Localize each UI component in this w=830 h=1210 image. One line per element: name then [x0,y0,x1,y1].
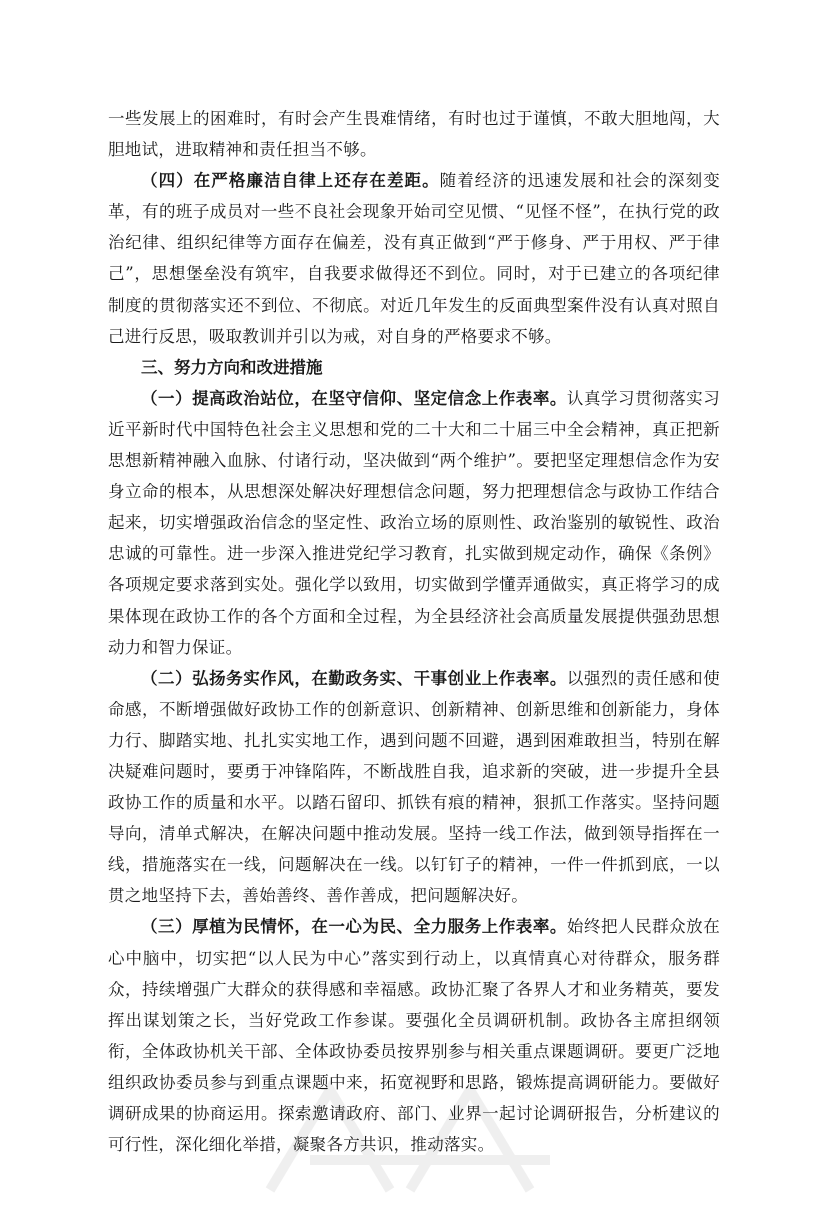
section-heading-3: 三、努力方向和改进措施 [141,357,323,377]
paragraph-text: 以强烈的责任感和使命感，不断增强做好政协工作的创新意识、创新精神、创新思维和创新能力，身体力行、脚踏实地、扎扎实实地工作，遇到问题不回避，遇到困难敢担当，特别在解决疑难问题时，要勇于冲锋陷阵，不断战胜自我，追求新的突破，进一步提升全县政协工作的质量和水平。以踏石留印、抓铁有痕的精神，狠抓工作落实。坚持问题导向，清单式解决，在解决问题中推动发展。坚持一线工作法，做到领导指挥在一线，措施落实在一线，问题解决在一线。以钉钉子的精神，一件一件抓到底，一以贯之地坚持下去，善始善终、善作善成，把问题解决好。 [108,668,721,906]
paragraph-text: 认真学习贯彻落实习近平新时代中国特色社会主义思想和党的二十大和二十届三中全会精神，真正把新思想新精神融入血脉、付诸行动，坚决做到“两个维护”。要把坚定理想信念作为安身立命的根本，从思想深处解决好理想信念问题，努力把理想信念与政协工作结合起来，切实增强政治信念的坚定性、政治立场的原则性、政治鉴别的敏锐性、政治忠诚的可靠性。进一步深入推进党纪学习教育，扎实做到规定动作，确保《条例》各项规定要求落到实处。强化学以致用，切实做到学懂弄通做实，真正将学习的成果体现在政协工作的各个方面和全过程，为全县经济社会高质量发展提供强劲思想动力和智力保证。 [108,388,721,657]
paragraph-item-1 [108,383,720,663]
paragraph-text: 一些发展上的困难时，有时会产生畏难情绪，有时也过于谨慎，不敢大胆地闯，大胆地试，进取精神和责任担当不够。 [108,109,720,160]
paragraph-item-4 [108,165,720,352]
paragraph-item-3 [108,911,720,1160]
document-page [108,103,720,1160]
paragraph-lead: （一）提高政治站位，在坚守信仰、坚定信念上作表率。 [141,388,567,408]
paragraph-lead: （四）在严格廉洁自律上还存在差距。 [141,171,440,191]
paragraph-text: 随着经济的迅速发展和社会的深刻变革，有的班子成员对一些不良社会现象开始司空见惯、“见怪不怪”，在执行党的政治纪律、组织纪律等方面存在偏差，没有真正做到“严于修身、严于用权、严于律己”，思想堡垒没有筑牢，自我要求做得还不到位。同时，对于已建立的各项纪律制度的贯彻落实还不到位、不彻底。对近几年发生的反面典型案件没有认真对照自己进行反思，吸取教训并引以为戒，对自身的严格要求不够。 [108,171,720,346]
paragraph-lead: （二）弘扬务实作风，在勤政务实、干事创业上作表率。 [141,668,567,688]
paragraph-item-2 [108,663,720,912]
paragraph-lead: （三）厚植为民情怀，在一心为民、全力服务上作表率。 [141,917,567,937]
paragraph-text: 始终把人民群众放在心中脑中，切实把“以人民为中心”落实到行动上，以真情真心对待群众，服务群众，持续增强广大群众的获得感和幸福感。政协汇聚了各界人才和业务精英，要发挥出谋划策之长，当好党政工作参谋。要强化全员调研机制。政协各主席担纲领衔，全体政协机关干部、全体政协委员按界别参与相关重点课题调研。要更广泛地组织政协委员参与到重点课题中来，拓宽视野和思路，锻炼提高调研能力。要做好调研成果的协商运用。探索邀请政府、部门、业界一起讨论调研报告，分析建议的可行性，深化细化举措，凝聚各方共识，推动落实。 [108,917,721,1155]
paragraph-continuation [108,103,720,165]
